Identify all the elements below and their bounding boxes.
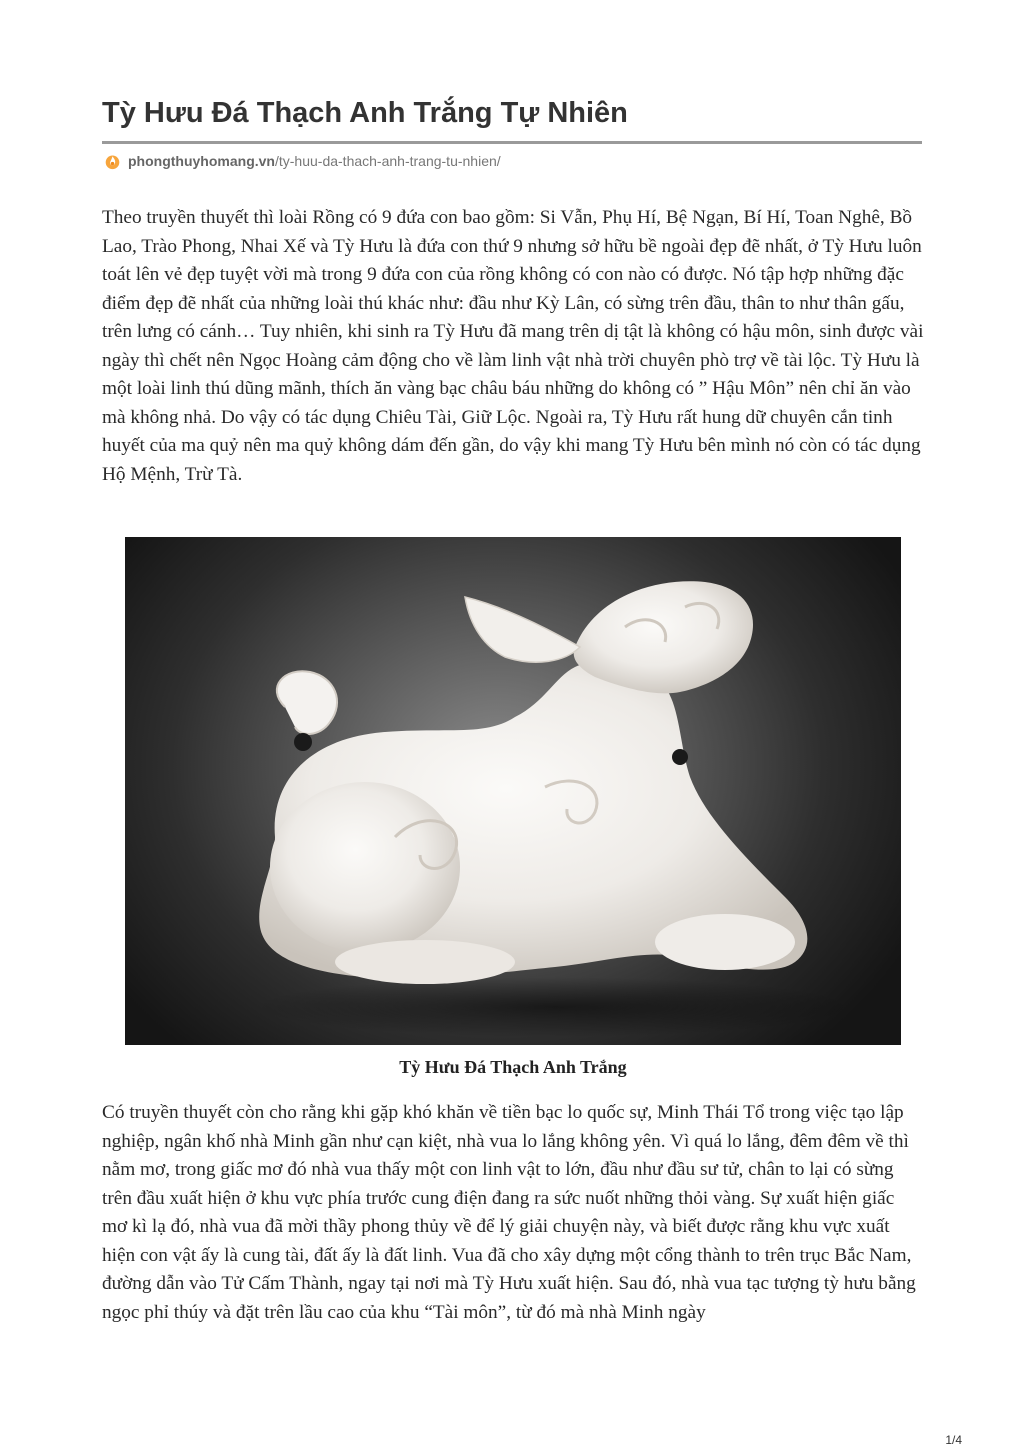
paragraph-history: Có truyền thuyết còn cho rằng khi gặp khó khăn về tiền bạc lo quốc sự, Minh Thái Tổ trong việc tạo lập nghiệp, ngân khố nhà Minh gần như cạn kiệt, nhà vua lo lắng không yên. Vì quá lo lắng, đêm đêm về thì nằm mơ, trong giấc mơ đó nhà vua thấy một con linh vật to lớn, đầu như đầu sư tử, chân to lại có sừng trên đầu xuất hiện ở khu vực phía trước cung điện đang ra sức nuốt những thỏi vàng. Sự xuất hiện giấc mơ kì lạ đó, nhà vua đã mời thầy phong thủy về để lý giải chuyện này, và biết được rằng khu vực xuất hiện con vật ấy là cung tài, đất ấy là đất linh. Vua đã cho xây dựng một cổng thành to trên trục Bắc Nam, đường dẫn vào Tử Cấm Thành, ngay tại nơi mà Tỳ Hưu xuất hiện. Sau đó, nhà vua tạc tượng tỳ hưu bằng ngọc phỉ thúy và đặt trên lầu cao của khu “Tài môn”, từ đó mà nhà Minh ngày: [102, 1102, 916, 1323]
source-domain[interactable]: phongthuyhomang.vn: [128, 153, 275, 169]
jade-pixiu-photo: [125, 537, 901, 1045]
source-link[interactable]: [104, 150, 501, 172]
flame-logo-icon: [104, 153, 121, 170]
jade-pixiu-illustration: [125, 537, 901, 1045]
photo-caption: Tỳ Hưu Đá Thạch Anh Trắng: [399, 1057, 627, 1077]
page-number: 1/4: [945, 1433, 962, 1447]
page-title: Tỳ Hưu Đá Thạch Anh Trắng Tự Nhiên: [102, 97, 628, 129]
paragraph-legend: Theo truyền thuyết thì loài Rồng có 9 đứa con bao gồm: Si Vẫn, Phụ Hí, Bệ Ngạn, Bí Hí, Toan Nghê, Bồ Lao, Trào Phong, Nhai Xế và Tỳ Hưu là đứa con thứ 9 nhưng sở hữu bề ngoài đẹp đẽ nhất, ở Tỳ Hưu luôn toát lên vẻ đẹp tuyệt vời mà trong 9 đứa con của rồng không có con nào có được. Nó tập hợp những đặc điểm đẹp đẽ nhất của những loài thú khác như: đầu như Kỳ Lân, có sừng trên đầu, thân to như thân gấu, trên lưng có cánh… Tuy nhiên, khi sinh ra Tỳ Hưu đã mang trên dị tật là không có hậu môn, sinh được vài ngày thì chết nên Ngọc Hoàng cảm động cho về làm linh vật nhà trời chuyên phò trợ về tài lộc. Tỳ Hưu là một loài linh thú dũng mãnh, thích ăn vàng bạc châu báu những do không có ” Hậu Môn” nên chỉ ăn vào mà không nhả. Do vậy có tác dụng Chiêu Tài, Giữ Lộc. Ngoài ra, Tỳ Hưu rất hung dữ chuyên cắn tinh huyết của ma quỷ nên ma quỷ không dám đến gần, do vậy khi mang Tỳ Hưu bên mình nó còn có tác dụng Hộ Mệnh, Trừ Tà.: [102, 207, 924, 485]
title-divider: [102, 141, 922, 144]
source-path[interactable]: /ty-huu-da-thach-anh-trang-tu-nhien/: [274, 153, 501, 169]
